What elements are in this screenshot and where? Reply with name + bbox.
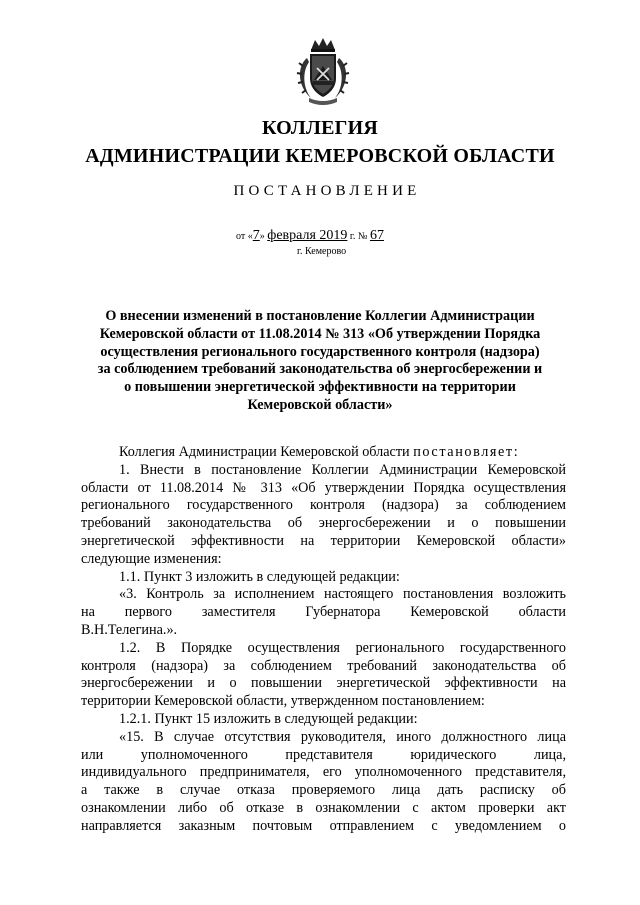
organization-name-line2: АДМИНИСТРАЦИИ КЕМЕРОВСКОЙ ОБЛАСТИ bbox=[85, 145, 555, 167]
paragraph-15-line: а также в случае отказа проверяемого лица дать расписку об bbox=[81, 782, 566, 799]
paragraph-1-line: области от 11.08.2014 № 313 «Об утверждении Порядка осуществления bbox=[81, 479, 566, 496]
paragraph-3-line: «3. Контроль за исполнением настоящего постановления возложить bbox=[119, 586, 566, 603]
document-body bbox=[81, 444, 566, 836]
paragraph-1-2-line: энергосбережении и о повышении энергетической эффективности на bbox=[81, 675, 566, 692]
document-number: 67 bbox=[369, 228, 384, 243]
coat-of-arms-emblem bbox=[293, 36, 353, 106]
intro-paragraph bbox=[81, 444, 566, 462]
date-mid: » bbox=[259, 231, 265, 242]
document-title bbox=[60, 308, 580, 415]
date-day: 7 bbox=[252, 228, 260, 243]
paragraph-1-line: следующие изменения: bbox=[81, 550, 222, 567]
intro-decree-word: постановляет: bbox=[413, 444, 520, 460]
paragraph-1-2-1: 1.2.1. Пункт 15 изложить в следующей редакции: bbox=[119, 710, 418, 727]
paragraph-1-line: энергетической эффективности на территории Кемеровской области» bbox=[81, 532, 566, 549]
document-date-line bbox=[236, 228, 384, 244]
paragraph-1-2-line: контроля (надзора) за соблюдением требований законодательства об bbox=[81, 657, 566, 674]
title-line: Кемеровской области» bbox=[247, 396, 393, 413]
paragraph-15-line: ознакомлении либо об отказе в ознакомлении с актом проверки акт bbox=[81, 799, 566, 816]
document-city: г. Кемерово bbox=[297, 246, 347, 257]
title-line: осуществления регионального государственного контроля (надзора) bbox=[100, 343, 540, 360]
paragraph-1-1: 1.1. Пункт 3 изложить в следующей редакции: bbox=[119, 568, 400, 585]
intro-text: Коллегия Администрации Кемеровской области bbox=[119, 444, 414, 460]
document-type: ПОСТАНОВЛЕНИЕ bbox=[233, 183, 421, 199]
paragraph-1-line: регионального государственного контроля (надзора) за соблюдением bbox=[81, 497, 566, 514]
paragraph-1-line: требований законодательства об энергосбережении и о повышении bbox=[81, 515, 566, 532]
date-prefix: от « bbox=[236, 231, 253, 242]
title-line: о повышении энергетической эффективности на территории bbox=[124, 379, 516, 396]
number-sign: № bbox=[357, 231, 368, 242]
paragraph-1-2-line: 1.2. В Порядке осуществления регионального государственного bbox=[119, 639, 566, 656]
title-line: за соблюдением требований законодательства об энергосбережении и bbox=[97, 361, 543, 378]
paragraph-1-2-line: территории Кемеровской области, утвержденном постановлением: bbox=[81, 693, 485, 710]
paragraph-3-line: на первого заместителя Губернатора Кемеровской области bbox=[81, 604, 566, 621]
paragraph-15-line: или уполномоченного представителя юридического лица, bbox=[81, 746, 566, 763]
paragraph-15-line: направляется заказным почтовым отправлением с уведомлением о bbox=[81, 817, 566, 834]
paragraph-1-line: 1. Внести в постановление Коллегии Администрации Кемеровской bbox=[119, 461, 566, 478]
date-month-year: февраля 2019 bbox=[267, 228, 348, 243]
paragraph-3-line: В.Н.Телегина.». bbox=[81, 621, 178, 638]
title-line: Кемеровской области от 11.08.2014 № 313 «Об утверждении Порядка bbox=[99, 325, 541, 342]
date-year-suffix: г. bbox=[349, 231, 356, 242]
organization-name-line1: КОЛЛЕГИЯ bbox=[261, 117, 379, 139]
paragraph-15-line: «15. В случае отсутствия руководителя, иного должностного лица bbox=[119, 728, 566, 745]
paragraph-15-line: индивидуального предпринимателя, его уполномоченного представителя, bbox=[81, 764, 566, 781]
title-line: О внесении изменений в постановление Коллегии Администрации bbox=[105, 308, 535, 324]
